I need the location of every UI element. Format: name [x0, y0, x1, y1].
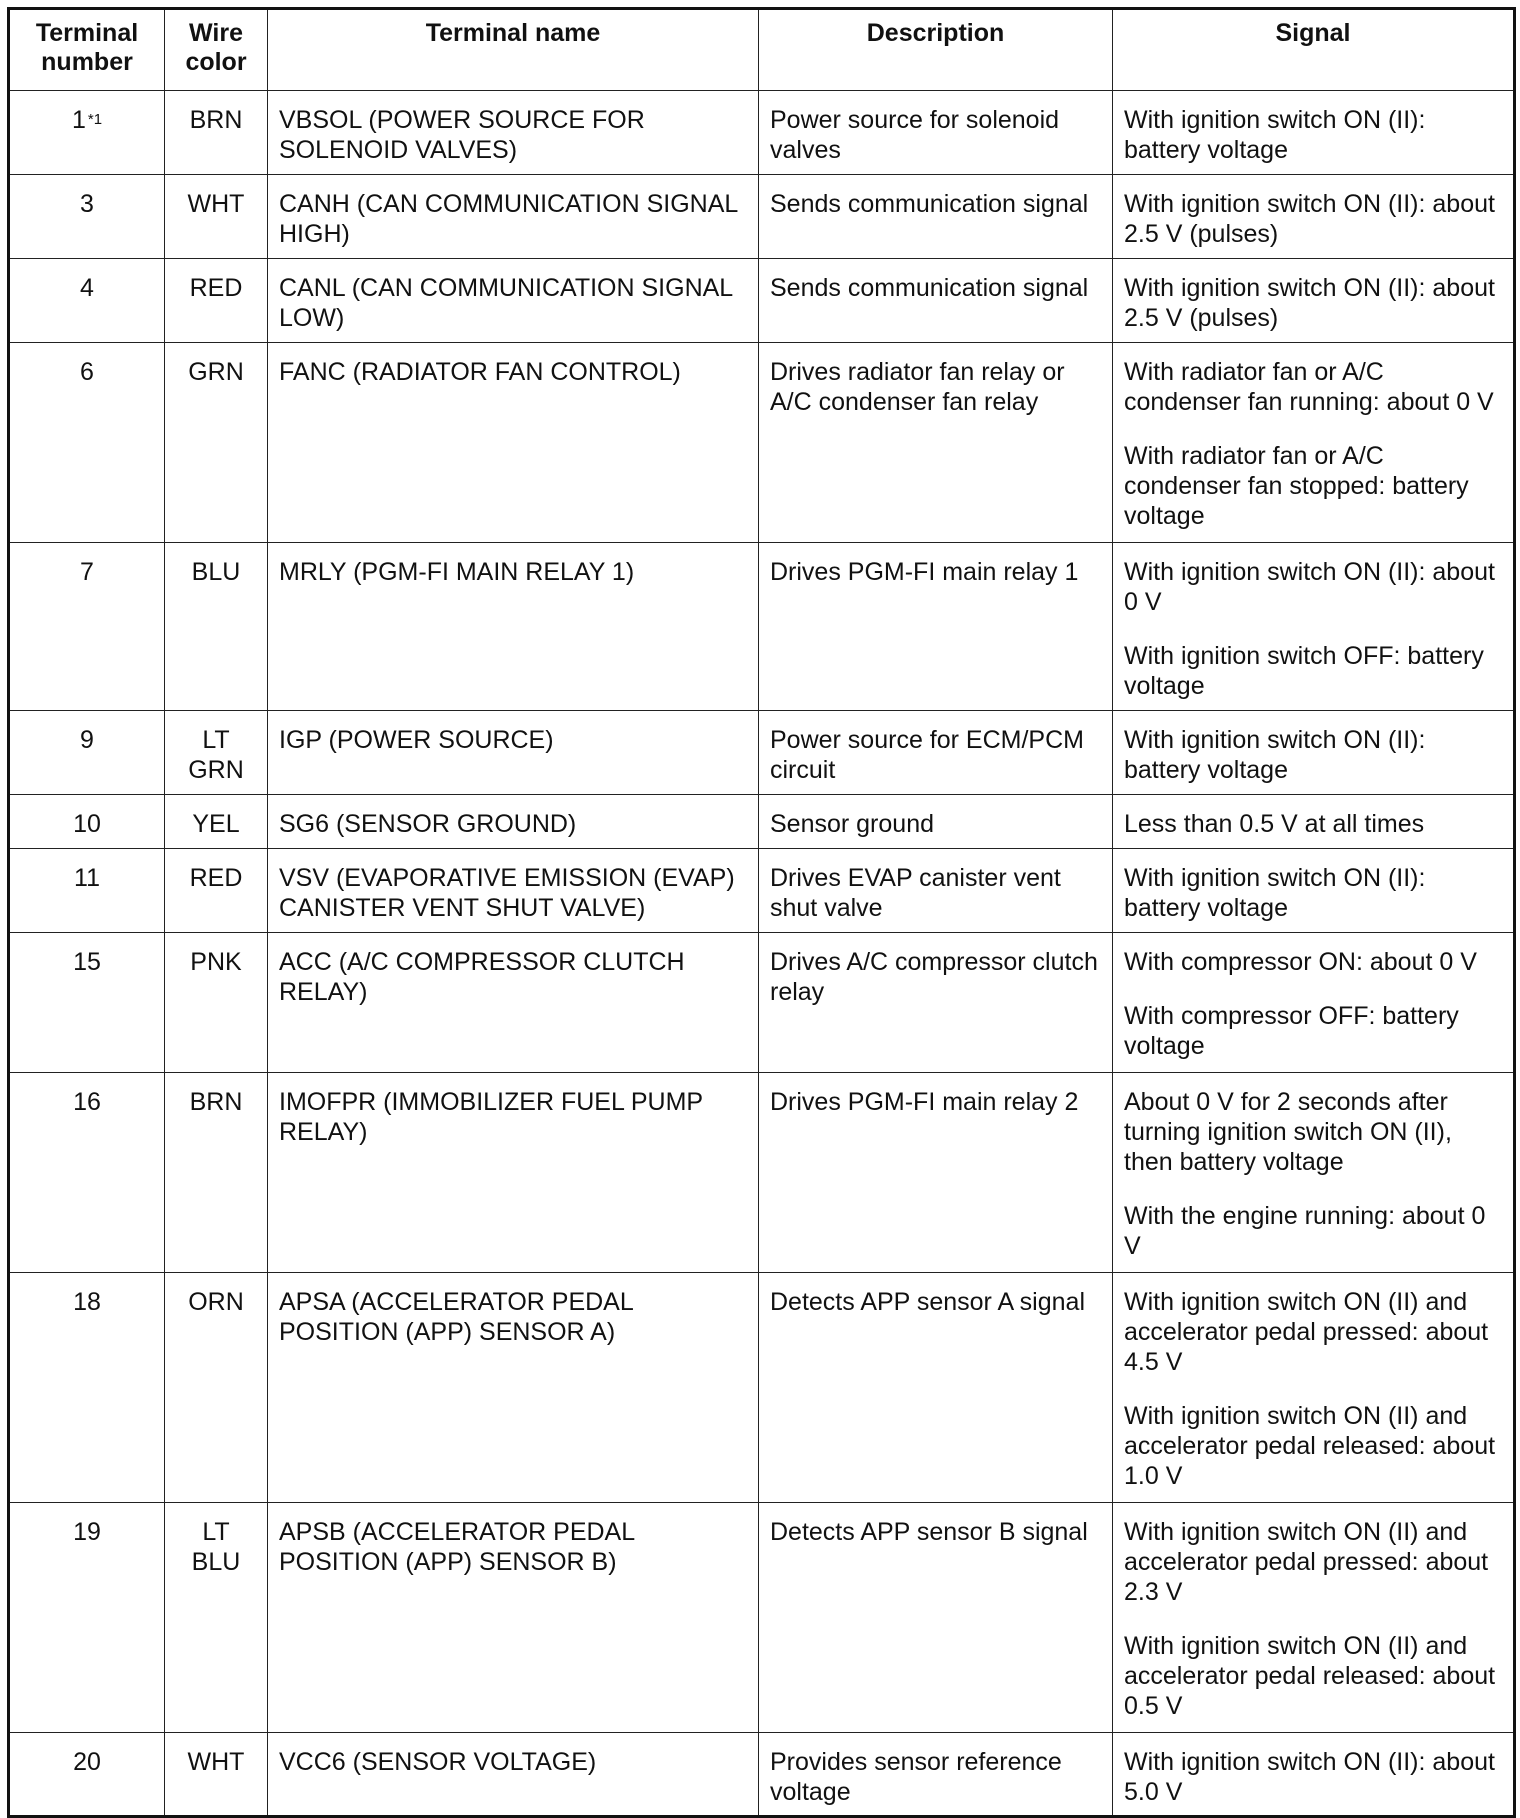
wire-color-cell [165, 91, 268, 175]
terminal-number-value: 1 [71, 106, 86, 134]
wire-color-cell [165, 933, 268, 1073]
signal-text: With compressor OFF: battery voltage [1124, 1002, 1459, 1060]
terminal-name-cell [268, 343, 759, 543]
terminal-number-cell [9, 343, 165, 543]
wire-color-cell [165, 795, 268, 849]
terminal-number-value: 20 [73, 1748, 101, 1776]
wire-color-cell [165, 259, 268, 343]
table-row [9, 795, 1515, 849]
signal-text: With ignition switch ON (II) and accelerator pedal released: about 1.0 V [1124, 1402, 1496, 1490]
terminal-number-value: 11 [74, 864, 100, 892]
description-cell [759, 849, 1113, 933]
terminal-name: VBSOL (POWER SOURCE FOR SOLENOID VALVES) [279, 106, 645, 164]
signal-text: With ignition switch ON (II): battery voltage [1124, 726, 1426, 784]
terminal-number-value: 15 [73, 948, 101, 976]
signal-text: With ignition switch ON (II): about 0 V [1124, 558, 1495, 616]
signal-text: With ignition switch ON (II): battery voltage [1124, 864, 1426, 922]
terminal-number-cell [9, 795, 165, 849]
signal-text: With ignition switch ON (II) and accelerator pedal pressed: about 4.5 V [1124, 1288, 1489, 1376]
signal-cell [1113, 711, 1515, 795]
table-row [9, 1273, 1515, 1503]
terminal-name-cell [268, 175, 759, 259]
description-cell [759, 1733, 1113, 1817]
terminal-number [73, 948, 101, 976]
header-terminal-number: Terminal number [9, 9, 165, 91]
table-row [9, 543, 1515, 711]
signal-text: With ignition switch ON (II): about 5.0 V [1124, 1748, 1495, 1806]
terminal-name-cell [268, 91, 759, 175]
terminal-number-cell [9, 711, 165, 795]
wire-color-cell [165, 343, 268, 543]
terminal-number-value: 6 [80, 358, 94, 386]
description-cell [759, 795, 1113, 849]
terminal-name: CANL (CAN COMMUNICATION SIGNAL LOW) [279, 274, 733, 332]
signal-text: With radiator fan or A/C condenser fan stopped: battery voltage [1124, 442, 1469, 530]
terminal-number [80, 190, 94, 218]
table-row [9, 259, 1515, 343]
wire-color: GRN [188, 358, 244, 386]
terminal-number [73, 1518, 101, 1546]
description-text: Detects APP sensor B signal [770, 1518, 1088, 1546]
terminal-number-value: 3 [80, 190, 94, 218]
terminal-name-cell [268, 1073, 759, 1273]
wire-color: YEL [192, 810, 240, 838]
signal-cell [1113, 259, 1515, 343]
description-text: Drives A/C compressor clutch relay [770, 948, 1098, 1006]
terminal-name: SG6 (SENSOR GROUND) [279, 810, 577, 838]
terminal-name-cell [268, 711, 759, 795]
wire-color: WHT [187, 190, 245, 218]
signal-cell [1113, 795, 1515, 849]
description-text: Power source for solenoid valves [770, 106, 1060, 164]
header-wire-color: Wire color [165, 9, 268, 91]
terminal-number-cell [9, 933, 165, 1073]
terminal-number-value: 9 [80, 726, 94, 754]
signal-cell [1113, 175, 1515, 259]
header-signal: Signal [1113, 9, 1515, 91]
description-text: Drives PGM-FI main relay 1 [770, 558, 1079, 586]
description-text: Sensor ground [770, 810, 935, 838]
wire-color-cell [165, 849, 268, 933]
wire-color: BRN [189, 1088, 243, 1116]
description-cell [759, 175, 1113, 259]
wire-color-cell [165, 1073, 268, 1273]
description-cell [759, 343, 1113, 543]
table-row [9, 849, 1515, 933]
signal-cell [1113, 849, 1515, 933]
terminal-number [73, 1288, 101, 1316]
signal-cell [1113, 1273, 1515, 1503]
terminal-number-value: 10 [73, 810, 101, 838]
description-text: Drives EVAP canister vent shut valve [770, 864, 1061, 922]
table-row [9, 1733, 1515, 1817]
footnote-marker: *1 [87, 111, 103, 128]
terminal-name: VSV (EVAPORATIVE EMISSION (EVAP) CANISTER VENT SHUT VALVE) [279, 864, 735, 922]
description-cell [759, 1073, 1113, 1273]
terminal-name: APSA (ACCELERATOR PEDAL POSITION (APP) SENSOR A) [279, 1288, 633, 1346]
signal-text: With radiator fan or A/C condenser fan running: about 0 V [1124, 358, 1494, 416]
terminal-table [7, 7, 1516, 1818]
terminal-number-cell [9, 1273, 165, 1503]
terminal-name-cell [268, 259, 759, 343]
signal-text: With ignition switch ON (II) and accelerator pedal released: about 0.5 V [1124, 1632, 1496, 1720]
terminal-name: IGP (POWER SOURCE) [279, 726, 554, 754]
terminal-name: FANC (RADIATOR FAN CONTROL) [279, 358, 681, 386]
signal-cell [1113, 933, 1515, 1073]
terminal-number-value: 19 [73, 1518, 101, 1546]
wire-color: ORN [188, 1288, 244, 1316]
signal-cell [1113, 343, 1515, 543]
table-row [9, 175, 1515, 259]
terminal-name-cell [268, 1273, 759, 1503]
signal-cell [1113, 543, 1515, 711]
signal-text: About 0 V for 2 seconds after turning ignition switch ON (II), then battery voltage [1124, 1088, 1452, 1176]
signal-text: With ignition switch ON (II) and accelerator pedal pressed: about 2.3 V [1124, 1518, 1489, 1606]
terminal-number [74, 864, 100, 892]
table-row [9, 343, 1515, 543]
signal-text: With ignition switch ON (II): about 2.5 V (pulses) [1124, 274, 1495, 332]
terminal-number-cell [9, 259, 165, 343]
signal-text: With ignition switch ON (II): about 2.5 V (pulses) [1124, 190, 1495, 248]
wire-color: BRN [189, 106, 243, 134]
signal-cell [1113, 1503, 1515, 1733]
wire-color-cell [165, 1273, 268, 1503]
header-terminal-name: Terminal name [268, 9, 759, 91]
terminal-name: APSB (ACCELERATOR PEDAL POSITION (APP) SENSOR B) [279, 1518, 635, 1576]
description-cell [759, 543, 1113, 711]
terminal-name-cell [268, 543, 759, 711]
description-cell [759, 711, 1113, 795]
terminal-number-cell [9, 1733, 165, 1817]
terminal-number [73, 810, 101, 838]
header-row [9, 9, 1515, 91]
terminal-number-cell [9, 1073, 165, 1273]
terminal-name-cell [268, 849, 759, 933]
signal-text: With compressor ON: about 0 V [1124, 948, 1477, 976]
signal-cell [1113, 1073, 1515, 1273]
wire-color: RED [189, 274, 243, 302]
terminal-number-value: 7 [80, 558, 94, 586]
wire-color: GRN [188, 756, 244, 784]
terminal-number-cell [9, 543, 165, 711]
header-description: Description [759, 9, 1113, 91]
description-text: Sends communication signal [770, 190, 1089, 218]
terminal-number-value: 18 [73, 1288, 101, 1316]
terminal-number [80, 274, 94, 302]
description-text: Drives radiator fan relay or A/C condenser fan relay [770, 358, 1065, 416]
description-text: Detects APP sensor A signal [770, 1288, 1086, 1316]
terminal-number [80, 558, 94, 586]
terminal-number-cell [9, 175, 165, 259]
table-row [9, 711, 1515, 795]
signal-cell [1113, 1733, 1515, 1817]
wire-color-cell [165, 1733, 268, 1817]
wire-color: BLU [191, 1548, 241, 1576]
wire-color: WHT [187, 1748, 245, 1776]
wire-color-cell [165, 1503, 268, 1733]
table-row [9, 933, 1515, 1073]
terminal-name: CANH (CAN COMMUNICATION SIGNAL HIGH) [279, 190, 738, 248]
description-cell [759, 1273, 1113, 1503]
terminal-name-cell [268, 795, 759, 849]
terminal-name: MRLY (PGM-FI MAIN RELAY 1) [279, 558, 635, 586]
terminal-number [80, 726, 94, 754]
wire-color: LT [202, 726, 230, 754]
terminal-number-cell [9, 1503, 165, 1733]
terminal-number-cell [9, 849, 165, 933]
table-row [9, 91, 1515, 175]
terminal-number [80, 358, 94, 386]
terminal-number-cell [9, 91, 165, 175]
wire-color: LT [202, 1518, 230, 1546]
table-row [9, 1073, 1515, 1273]
wire-color-cell [165, 711, 268, 795]
wire-color-cell [165, 543, 268, 711]
wire-color: RED [189, 864, 243, 892]
terminal-number [72, 106, 102, 134]
description-cell [759, 259, 1113, 343]
table-row [9, 1503, 1515, 1733]
wire-color: PNK [190, 948, 242, 976]
description-text: Provides sensor reference voltage [770, 1748, 1062, 1806]
signal-text: With the engine running: about 0 V [1124, 1202, 1486, 1260]
table-body [9, 91, 1515, 1817]
terminal-number [73, 1748, 101, 1776]
terminal-name: VCC6 (SENSOR VOLTAGE) [279, 1748, 597, 1776]
description-text: Drives PGM-FI main relay 2 [770, 1088, 1079, 1116]
description-cell [759, 91, 1113, 175]
description-cell [759, 1503, 1113, 1733]
description-cell [759, 933, 1113, 1073]
signal-text: With ignition switch ON (II): battery voltage [1124, 106, 1426, 164]
terminal-name-cell [268, 1503, 759, 1733]
description-text: Sends communication signal [770, 274, 1089, 302]
wire-color-cell [165, 175, 268, 259]
terminal-name: IMOFPR (IMMOBILIZER FUEL PUMP RELAY) [279, 1088, 703, 1146]
terminal-number [73, 1088, 101, 1116]
description-text: Power source for ECM/PCM circuit [770, 726, 1084, 784]
signal-text: Less than 0.5 V at all times [1124, 810, 1425, 838]
terminal-name-cell [268, 933, 759, 1073]
wire-color: BLU [191, 558, 241, 586]
terminal-number-value: 16 [73, 1088, 101, 1116]
terminal-number-value: 4 [80, 274, 94, 302]
terminal-name: ACC (A/C COMPRESSOR CLUTCH RELAY) [279, 948, 685, 1006]
terminal-name-cell [268, 1733, 759, 1817]
signal-text: With ignition switch OFF: battery voltage [1124, 642, 1484, 700]
signal-cell [1113, 91, 1515, 175]
